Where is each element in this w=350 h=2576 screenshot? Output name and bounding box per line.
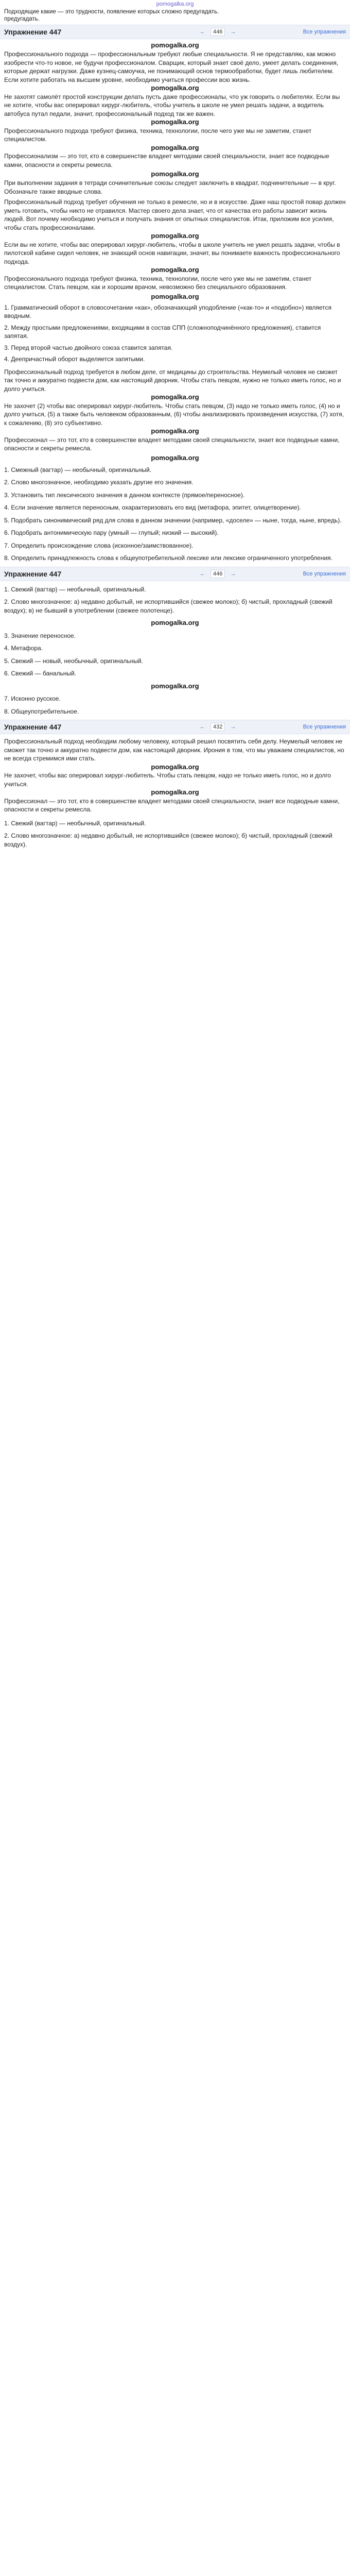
answer-item: 4. Метафора. (4, 645, 43, 652)
paragraph: Профессиональный подход необходим любому человеку, который решил посвятить себя делу. Неумелый человек не сможет так точно и аккуратно подвести дом, как настоящий дворник. Ирония в том, что мы уважаем специалистов, но не всегда стремимся ими стать. (4, 738, 344, 762)
answer-list-2 (0, 819, 350, 849)
qa-item: 5. Подобрать синонимический ряд для слова в данном значении (например, «доселе» — ныне, тогда, ныне, впредь). (4, 516, 342, 524)
paragraph: Профессионального подхода требуют физика, техника, технологии, после чего уже мы не заметим, станет специалистом. Стать певцом, как и хорошим врачом, невозможно без специального образования. (4, 275, 312, 291)
all-exercises-link[interactable]: Все упражнения (303, 29, 346, 35)
watermark: pomogalka.org (151, 118, 199, 126)
paragraph: Профессиональный подход требует обучения не только в ремесле, но и в искусстве. Даже наш простой повар должен уметь готовить, чтобы никто не отравился. Мастер своего дела знает, что от качества его работы зависит жизнь людей. Вот почему необходимо учиться и получать знания от опытных специалистов. Итак, приложим все усилия, чтобы стать профессионалами. (4, 198, 346, 231)
watermark: pomogalka.org (151, 232, 199, 240)
page-number: 432 (211, 723, 225, 731)
qa-item: 7. Определить происхождение слова (исконное/заимствованное). (4, 541, 194, 549)
answer-item: 3. Значение переносное. (4, 632, 76, 639)
task-header-2 (0, 567, 350, 581)
text-block-1 (0, 49, 350, 170)
next-button[interactable]: → (230, 724, 236, 730)
qa-item: 6. Подобрать антонимическую пару (умный — глупый; низкий — высокий). (4, 529, 219, 536)
assignment-text: При выполнении задания в тетради сочинительные союзы следует заключить в квадрат, подчинительные — в круг. Обозначьте также вводные слова. (4, 179, 336, 195)
question: 3. Перед второй частью двойного союза ставится запятая. (4, 344, 173, 351)
paragraph: Не захочет, чтобы вас оперировал хирург-любитель. Чтобы стать певцом, надо не только иметь голос, но и долго учиться. (4, 772, 331, 788)
assignment (0, 178, 350, 197)
all-exercises-link[interactable]: Все упражнения (303, 570, 346, 577)
text-block-2 (0, 197, 350, 293)
task-header (0, 25, 350, 39)
next-button[interactable]: → (230, 570, 236, 577)
pager (200, 28, 236, 36)
paragraph: Не захочет (2) чтобы вас оперировал хирург-любитель. Чтобы стать певцом, (3) надо не только иметь голос, (4) но и долго учиться, (5) а также быть человеком образованным, (6) чтобы анализировать произведения искусства, (7) хотя, к сожалению, (8) это субъективно. (4, 402, 344, 427)
paragraph: Не захотят самолёт простой конструкции делать пусть даже профессионалы, что уж говорить о любителях. Если вы не хотите, чтобы вас оперировал хирург-любитель, чтобы учитель в школе не умел решать задачи, а водитель автобуса путал педали, значит, профессиональный подход так же важен. (4, 93, 340, 117)
paragraph: Если вы не хотите, чтобы вас оперировал хирург-любитель, чтобы в школе учитель не умел решать задачи, чтобы в пилотской кабине сидел человек, не знающий основ навигации, значит, вы понимаете важность профессионального подхода. (4, 241, 340, 265)
question: 4. Деепричастный оборот выделяется запятыми. (4, 355, 145, 363)
pager (200, 570, 236, 578)
task-header-3 (0, 720, 350, 734)
watermark: pomogalka.org (151, 453, 199, 462)
prev-button[interactable]: ← (200, 570, 205, 577)
question: 2. Между простыми предложениями, входящими в состав СПП (сложноподчинённого предложения), ставится запятая. (4, 324, 321, 340)
intro-line-2: предугадать. (4, 16, 40, 22)
answer-item: 1. Свежий (вагтар) — необычный, оригинальный. (4, 819, 146, 827)
qa-item: 1. Смежный (вагтар) — необычный, оригинальный. (4, 466, 152, 473)
paragraph: Профессионального подхода требуют физика, техника, технологии, после чего уже мы не заметим, станет специалистом. (4, 127, 312, 143)
watermark: pomogalka.org (151, 266, 199, 274)
answer-item: 1. Свежий (вагтар) — необычный, оригинальный. (4, 585, 146, 593)
watermark: pomogalka.org (151, 84, 199, 92)
answer-item: 7. Исконно русское. (4, 695, 61, 702)
question-list (0, 303, 350, 364)
site-url[interactable]: pomogalka.org (156, 1, 194, 7)
prev-button[interactable]: ← (200, 29, 205, 35)
answer-item: 2. Слово многозначное: а) недавно добытый, не испортившийся (свежее молоко); б) чистый, прохладный (свежий воздух); в) не бывший в употреблении (свежее полотенце). (4, 598, 332, 614)
watermark: pomogalka.org (151, 292, 199, 300)
qa-list (0, 466, 350, 563)
text-block-final (0, 736, 350, 815)
paragraph: Профессионал — это тот, кто в совершенстве владеет методами своей специальности, знает все подводные камни, опасности и секреты ремесла. (4, 436, 340, 452)
paragraph: Профессионал — это тот, кто в совершенстве владеет методами своей специальности, знает все подводные камни, опасности и секреты ремесла. (4, 797, 340, 813)
watermark: pomogalka.org (151, 788, 199, 796)
intro-line: Подходящие какие — это трудности, появление которых сложно предугадать. (4, 9, 219, 15)
qa-item: 3. Установить тип лексического значения в данном контексте (прямое/переносное). (4, 491, 245, 499)
watermark: pomogalka.org (151, 41, 199, 49)
question: 1. Грамматический оборот в словосочетании «как», обозначающий уподобление («как-то» и «подобно») является вводным. (4, 303, 331, 319)
next-button[interactable]: → (230, 29, 236, 35)
task-title: Упражнение 447 (4, 569, 62, 578)
task-title: Упражнение 447 (4, 723, 62, 731)
answer-item: 2. Слово многозначное: а) недавно добытый, не испортившийся (свежее молоко); б) чистый, прохладный (свежий воздух). (4, 832, 332, 848)
watermark: pomogalka.org (151, 682, 199, 690)
page-number: 446 (211, 570, 225, 578)
paragraph: Профессиональный подход требуется в любом деле, от медицины до строительства. Неумелый человек не сможет так точно и аккуратно подвести дом, как настоящий дворник. Чтобы стать певцом, нужно не только иметь голос, но и долго учиться. (4, 368, 341, 393)
answer-item: 8. Общеупотребительное. (4, 707, 79, 715)
watermark: pomogalka.org (151, 427, 199, 435)
watermark: pomogalka.org (151, 619, 199, 626)
prev-button[interactable]: ← (200, 724, 205, 730)
answer-item: 6. Свежий — банальный. (4, 670, 77, 677)
pager (200, 723, 236, 731)
intro-text (0, 8, 350, 23)
paragraph: Профессионализм — это тот, кто в совершенстве владеет методами своей специальности, знает все подводные камни, опасности и секреты ремесла. (4, 152, 329, 168)
watermark: pomogalka.org (151, 393, 199, 401)
task-title: Упражнение 447 (4, 28, 62, 36)
all-exercises-link[interactable]: Все упражнения (303, 724, 346, 730)
qa-item: 2. Слово многозначное, необходимо указать другие его значения. (4, 479, 194, 486)
answer-item: 5. Свежий — новый, необычный, оригинальный. (4, 657, 143, 665)
watermark: pomogalka.org (151, 143, 199, 151)
qa-item: 4. Если значение является переносным, охарактеризовать его вид (метафора, эпитет, олицетворение). (4, 504, 301, 511)
page-number: 446 (211, 28, 225, 36)
watermark: pomogalka.org (151, 762, 199, 771)
qa-item: 8. Определить принадлежность слова к общеупотребительной лексике или лексике ограниченного употребления. (4, 554, 332, 562)
answer-list (0, 585, 350, 716)
text-block-3 (0, 367, 350, 454)
paragraph: Профессионального подхода — профессиональным требуют любые специальности. Я не представляю, как можно изобрести что-то новое, не будучи профессионалом. Сварщик, который знает своё дело, умеет делать соединения, которые держат нагрузки. Даже кузнец-самоучка, не понимающий основ термообработки, будет лишь любителем. Если хотите работать на высшем уровне, необходимо учиться профессии всю жизнь. (4, 50, 339, 83)
watermark: pomogalka.org (151, 170, 199, 178)
